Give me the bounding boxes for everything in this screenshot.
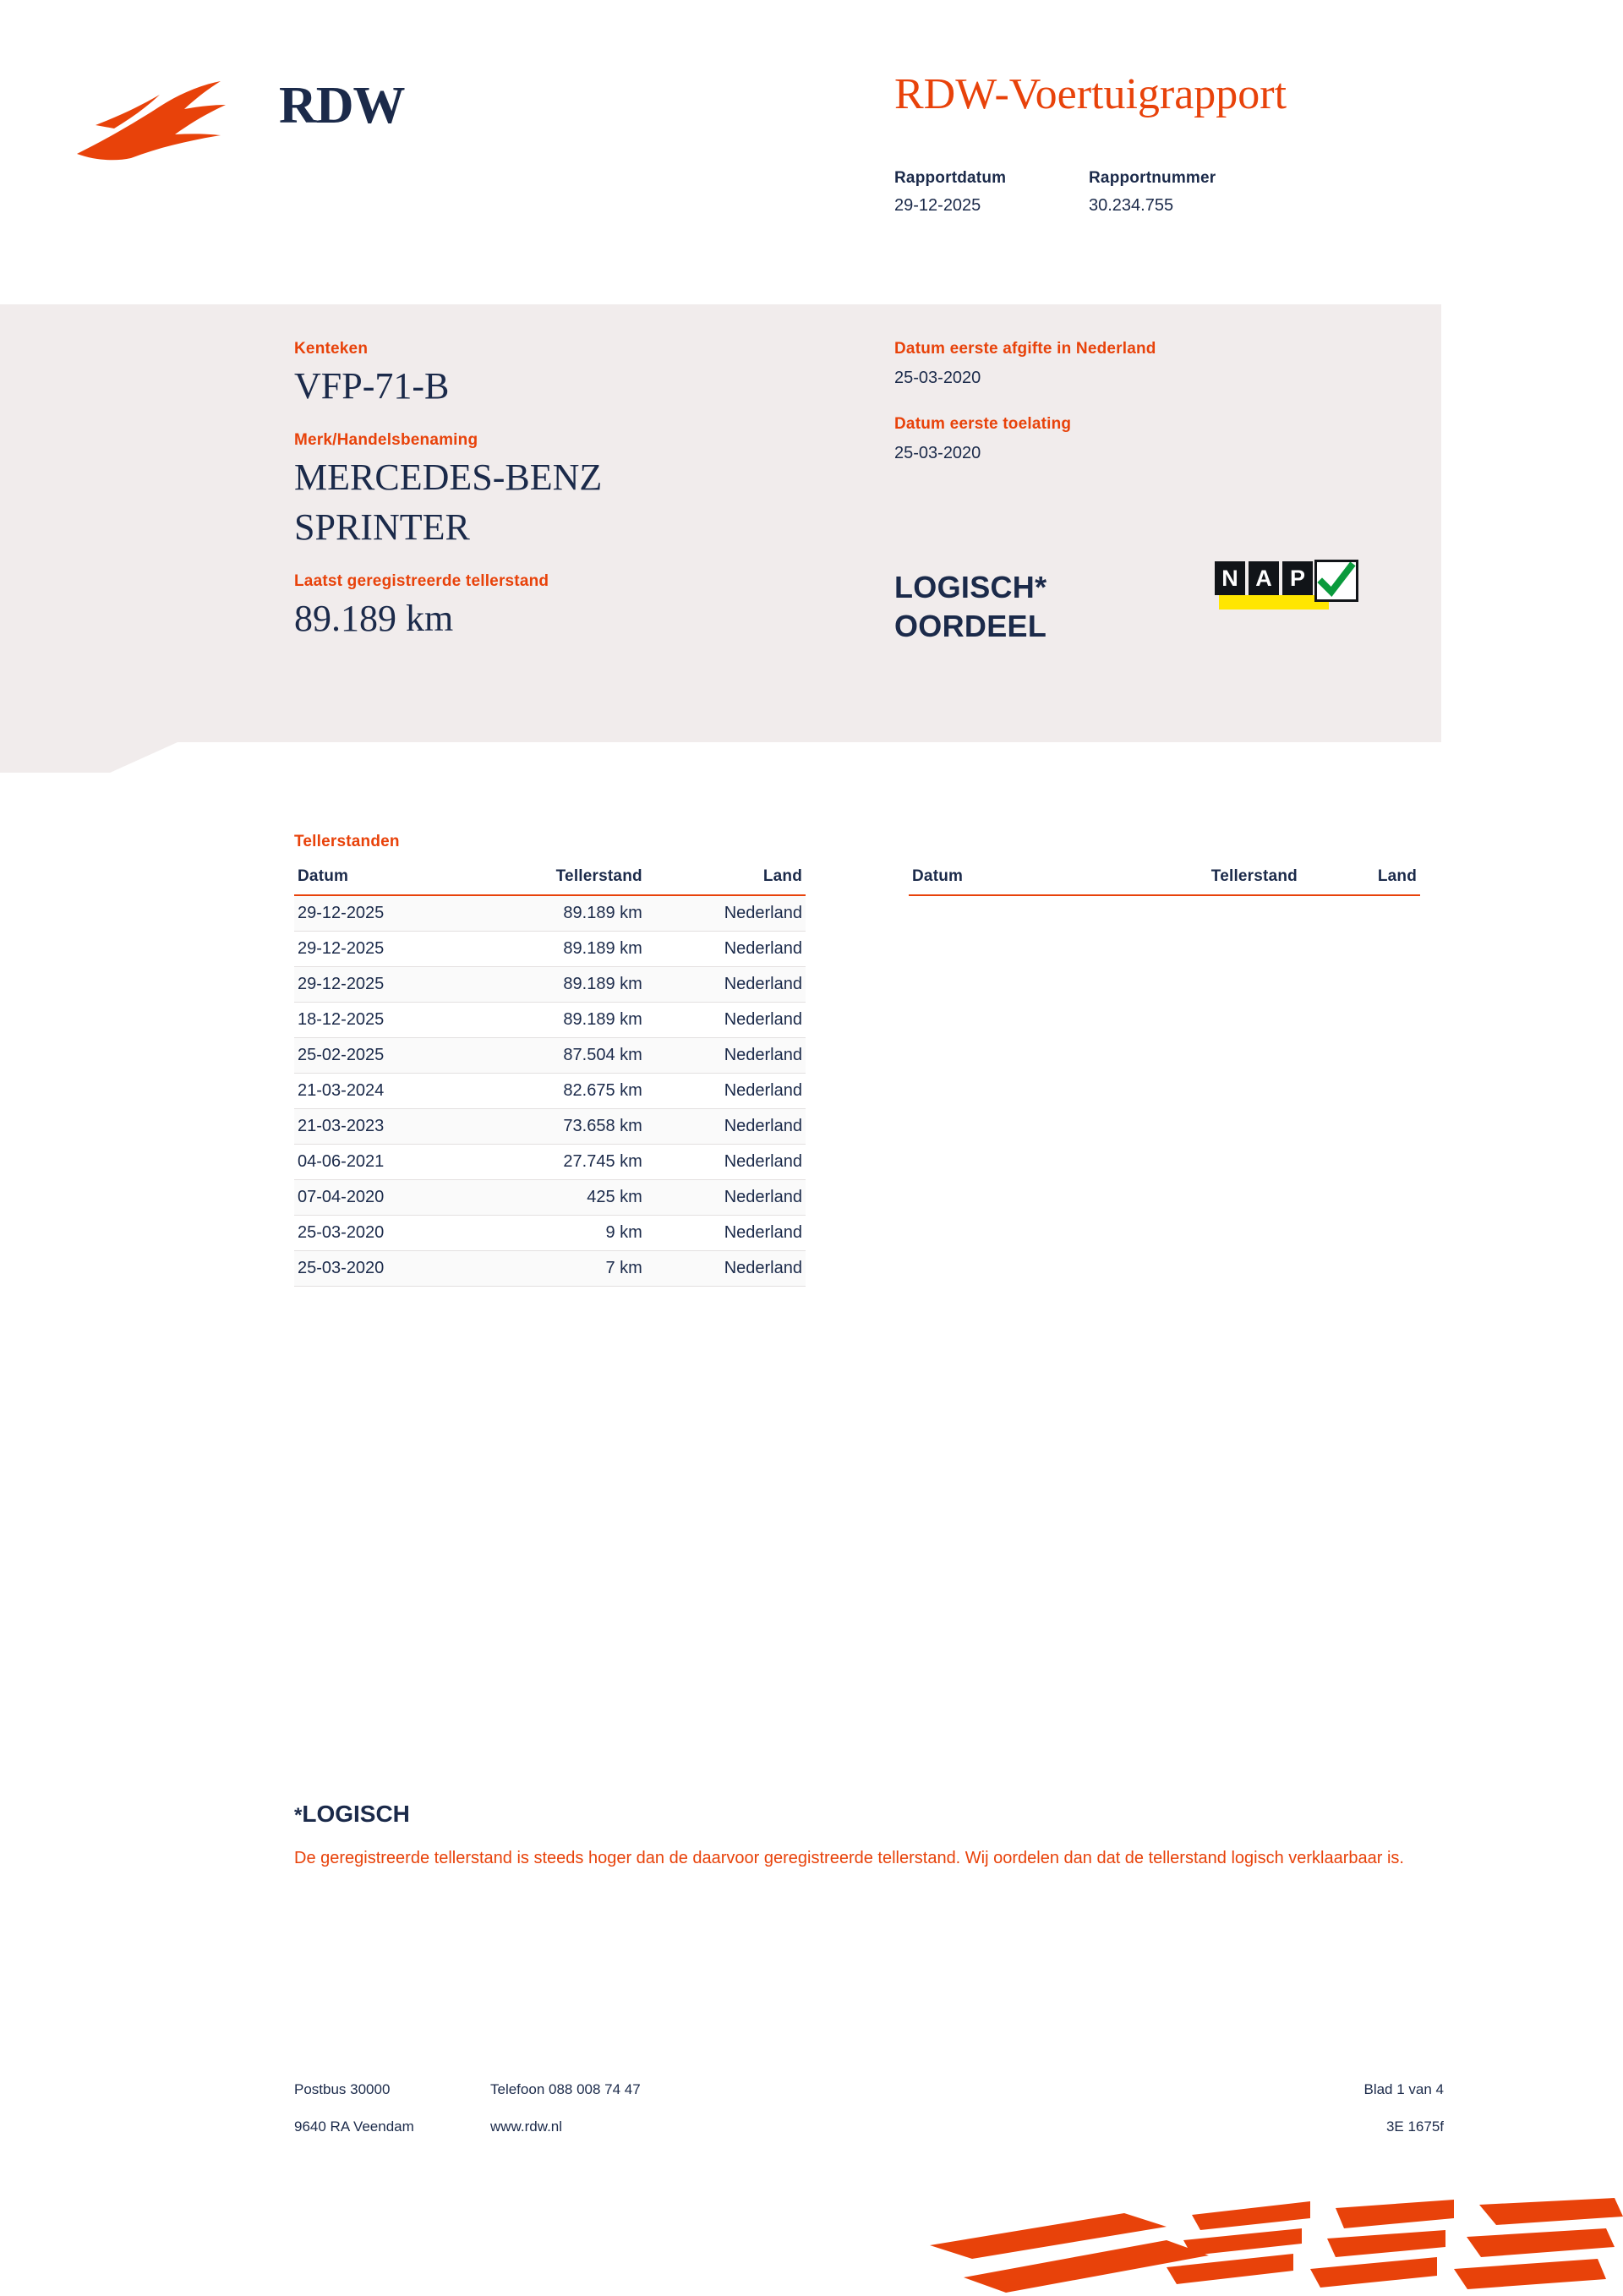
- cell-tellerstand: 89.189 km: [470, 1003, 646, 1038]
- cell-datum: 21-03-2023: [294, 1109, 470, 1145]
- table-row: [294, 1038, 806, 1074]
- rdw-logo-text: RDW: [279, 77, 405, 134]
- footer-row-2: [294, 2118, 1444, 2156]
- tellerstand-label: Laatst geregistreerde tellerstand: [294, 572, 549, 591]
- column-header-datum: Datum: [294, 862, 470, 895]
- panel-notch-decoration: [0, 742, 178, 773]
- column-header-datum: Datum: [909, 862, 1058, 895]
- report-title: RDW-Voertuigrapport: [894, 70, 1287, 118]
- footer-page-indicator: Blad 1 van 4: [1363, 2081, 1444, 2097]
- meta-rapportdatum-value: 29-12-2025: [894, 196, 981, 215]
- cell-tellerstand: 7 km: [470, 1251, 646, 1287]
- rdw-logo: [72, 51, 452, 169]
- table-header-row: [909, 862, 1420, 895]
- table-row: [294, 1251, 806, 1287]
- eerste-toelating-value: 25-03-2020: [894, 444, 981, 462]
- table-row: [294, 1216, 806, 1251]
- cell-land: Nederland: [646, 1180, 806, 1216]
- tellerstand-value: 89.189 km: [294, 598, 454, 640]
- note-star: *: [294, 1804, 303, 1827]
- cell-datum: 29-12-2025: [294, 967, 470, 1003]
- nap-letter-a: A: [1249, 561, 1279, 595]
- meta-rapportnummer-value: 30.234.755: [1089, 196, 1174, 215]
- table-row: [294, 1003, 806, 1038]
- table-header-row: [294, 862, 806, 895]
- cell-tellerstand: 9 km: [470, 1216, 646, 1251]
- cell-land: Nederland: [646, 1109, 806, 1145]
- cell-land: Nederland: [646, 895, 806, 932]
- vehicle-summary-left: [294, 340, 818, 642]
- footer-city: 9640 RA Veendam: [294, 2118, 414, 2135]
- document-header: [0, 0, 1623, 304]
- kenteken-value: VFP-71-B: [294, 365, 450, 407]
- meta-rapportdatum-label: Rapportdatum: [894, 169, 1007, 187]
- cell-datum: 18-12-2025: [294, 1003, 470, 1038]
- nap-yellow-bar: [1219, 595, 1329, 610]
- merk-value-line1: MERCEDES-BENZ: [294, 456, 603, 498]
- cell-land: Nederland: [646, 1145, 806, 1180]
- eerste-afgifte-value: 25-03-2020: [894, 369, 981, 387]
- verdict-line-2: OORDEEL: [894, 609, 1047, 644]
- table-row: [294, 1180, 806, 1216]
- cell-land: Nederland: [646, 1216, 806, 1251]
- cell-tellerstand: 82.675 km: [470, 1074, 646, 1109]
- tellerstanden-table-right: [909, 862, 1420, 896]
- column-header-land: Land: [1301, 862, 1420, 895]
- cell-datum: 04-06-2021: [294, 1145, 470, 1180]
- table-row: [294, 932, 806, 967]
- kenteken-label: Kenteken: [294, 340, 369, 358]
- cell-land: Nederland: [646, 967, 806, 1003]
- note-body: De geregistreerde tellerstand is steeds hoger dan de daarvoor geregistreerde tellerstand. Wij oordelen dan dat de tellerstand logisch verklaarbaar is.: [294, 1849, 1404, 1867]
- tellerstanden-table-left: [294, 862, 806, 1287]
- cell-land: Nederland: [646, 1074, 806, 1109]
- cell-datum: 07-04-2020: [294, 1180, 470, 1216]
- vehicle-summary-right: [894, 340, 1418, 490]
- cell-datum: 25-03-2020: [294, 1251, 470, 1287]
- note-title-text: LOGISCH: [302, 1801, 410, 1827]
- eerste-toelating-label: Datum eerste toelating: [894, 415, 1072, 433]
- bottom-decoration: [913, 2196, 1623, 2296]
- cell-datum: 25-02-2025: [294, 1038, 470, 1074]
- table-row: [294, 967, 806, 1003]
- table-row: [294, 895, 806, 932]
- meta-rapportdatum: [894, 169, 1089, 216]
- column-header-tellerstand: Tellerstand: [470, 862, 646, 895]
- meta-rapportnummer: [1089, 169, 1283, 216]
- footer-row-1: [294, 2081, 1444, 2118]
- merk-value-line2: SPRINTER: [294, 506, 470, 549]
- nap-stamp: [1215, 561, 1358, 614]
- cell-land: Nederland: [646, 1003, 806, 1038]
- cell-land: Nederland: [646, 1038, 806, 1074]
- cell-datum: 29-12-2025: [294, 932, 470, 967]
- cell-tellerstand: 89.189 km: [470, 895, 646, 932]
- cell-datum: 29-12-2025: [294, 895, 470, 932]
- report-meta: [894, 169, 1283, 216]
- table-row: [294, 1074, 806, 1109]
- cell-tellerstand: 73.658 km: [470, 1109, 646, 1145]
- verdict-line-1: LOGISCH*: [894, 570, 1047, 604]
- cell-tellerstand: 425 km: [470, 1180, 646, 1216]
- cell-datum: 25-03-2020: [294, 1216, 470, 1251]
- footer-telefoon: Telefoon 088 008 74 47: [490, 2081, 641, 2097]
- document-footer: [294, 2081, 1444, 2156]
- nap-letter-n: N: [1215, 561, 1245, 595]
- cell-tellerstand: 27.745 km: [470, 1145, 646, 1180]
- cell-tellerstand: 87.504 km: [470, 1038, 646, 1074]
- eerste-afgifte-label: Datum eerste afgifte in Nederland: [894, 340, 1156, 358]
- cell-land: Nederland: [646, 932, 806, 967]
- meta-rapportnummer-label: Rapportnummer: [1089, 169, 1216, 187]
- cell-datum: 21-03-2024: [294, 1074, 470, 1109]
- cell-land: Nederland: [646, 1251, 806, 1287]
- check-icon: [1314, 560, 1358, 602]
- rdw-feather-logo-icon: [72, 76, 266, 165]
- tellerstanden-title: Tellerstanden: [294, 833, 400, 850]
- cell-tellerstand: 89.189 km: [470, 932, 646, 967]
- cell-tellerstand: 89.189 km: [470, 967, 646, 1003]
- footer-website[interactable]: www.rdw.nl: [490, 2118, 563, 2135]
- merk-label: Merk/Handelsbenaming: [294, 430, 478, 449]
- verdict-text: [894, 568, 1046, 646]
- footer-postbus: Postbus 30000: [294, 2081, 391, 2097]
- column-header-tellerstand: Tellerstand: [1058, 862, 1301, 895]
- table-row: [294, 1145, 806, 1180]
- column-header-land: Land: [646, 862, 806, 895]
- note-title: [294, 1801, 410, 1828]
- table-row: [294, 1109, 806, 1145]
- nap-letter-p: P: [1282, 561, 1313, 595]
- footer-form-code: 3E 1675f: [1385, 2118, 1444, 2135]
